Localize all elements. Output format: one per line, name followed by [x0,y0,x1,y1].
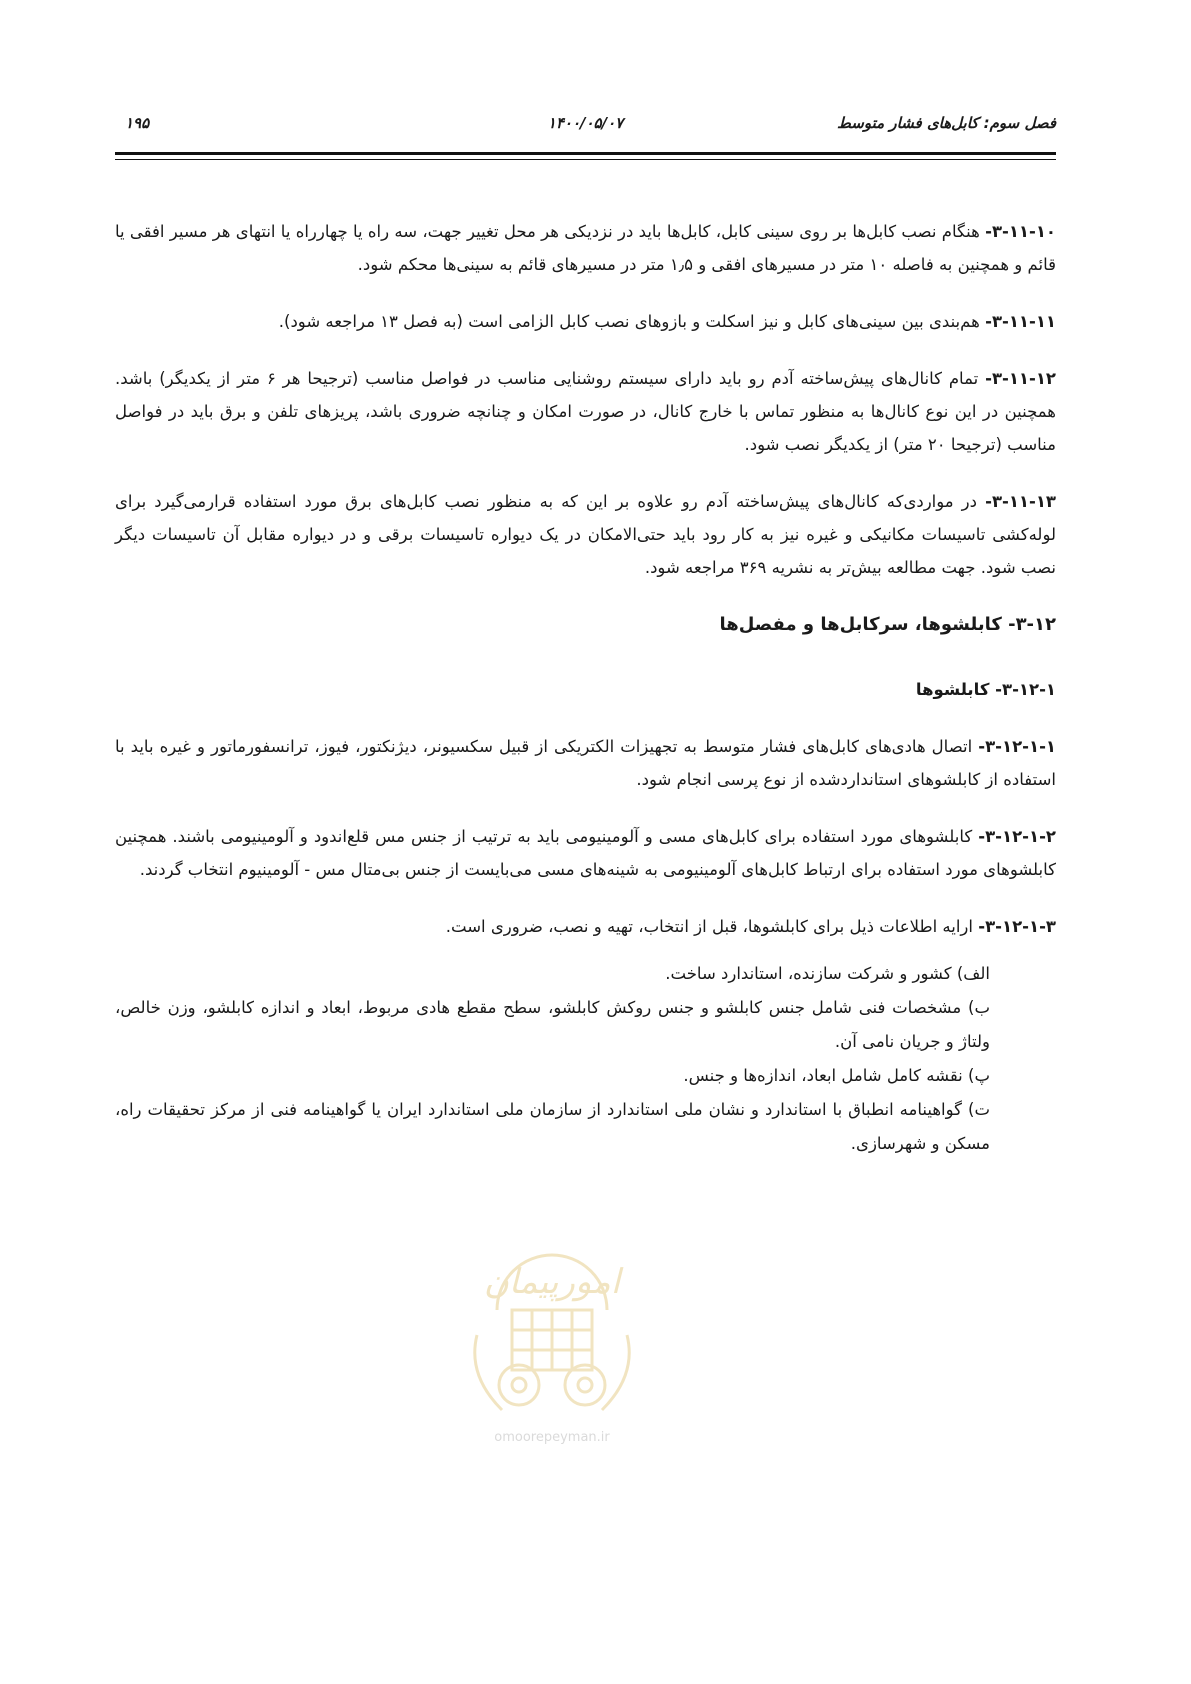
svg-text:امورپیمان: امورپیمان [483,1262,621,1302]
chapter-title: فصل سوم: کابل‌های فشار متوسط [837,114,1056,132]
list-item: الف) کشور و شرکت سازنده، استاندارد ساخت. [665,964,990,983]
requirements-list [115,957,1056,1161]
section-heading: ۳-۱۲- کابلشوها، سرکابل‌ها و مفصل‌ها [719,614,1056,635]
list-item: ت) گواهینامه انطباق با استاندارد و نشان ملی استاندارد از سازمان ملی استاندارد ایران یا گواهینامه فنی از مرکز تحقیقات راه، مسکن و شهرسازی. [115,1100,990,1153]
paragraph-3-12-1-2: ۳-۱۲-۱-۲- کابلشوهای مورد استفاده برای کابل‌های مسی و آلومینیومی باید به ترتیب از جنس مس قلع‌اندود و آلومینیومی باشند. همچنین کابلشوهای مورد استفاده برای ارتباط کابل‌های آلومینیومی به شینه‌های مسی می‌بایست از جنس بی‌متال مس - آلومینیوم انتخاب گردند. [115,827,1056,879]
paragraph-3-12-1-3: ۳-۱۲-۱-۳- ارایه اطلاعات ذیل برای کابلشوها، قبل از انتخاب، تهیه و نصب، ضروری است. [445,917,1056,936]
paragraph-3-11-12: ۳-۱۱-۱۲- تمام کانال‌های پیش‌ساخته آدم رو باید دارای سیستم روشنایی مناسب در فواصل مناسب (ترجیحا هر ۶ متر از یکدیگر) باشد. همچنین در این نوع کانال‌ها به منظور تماس با خارج کانال، در صورت امکان و چنانچه ضروری باشد، پریزهای تلفن و برق باید در فواصل مناسب (ترجیحا ۲۰ متر) از یکدیگر نصب شود. [115,369,1056,454]
header-date: ۱۴۰۰/۰۵/۰۷ [547,114,624,132]
list-item: ب) مشخصات فنی شامل جنس کابلشو و جنس روکش کابلشو، سطح مقطع هادی مربوط، ابعاد و اندازه کابلشو، وزن خالص، ولتاژ و جریان نامی آن. [115,998,990,1051]
paragraph-3-12-1-1: ۳-۱۲-۱-۱- اتصال هادی‌های کابل‌های فشار متوسط به تجهیزات الکتریکی از قبیل سکسیونر، دیژنکتور، فیوز، ترانسفورماتور و غیره باید با استفاده از کابلشوهای استانداردشده از نوع پرسی انجام شود. [115,737,1056,789]
watermark-logo [457,1215,647,1445]
paragraph-3-11-13: ۳-۱۱-۱۳- در مواردی‌که کانال‌های پیش‌ساخته آدم رو علاوه بر این که به منظور نصب کابل‌های برق مورد استفاده قرارمی‌گیرد برای لوله‌کشی تاسیسات مکانیکی و غیره نیز به کار رود باید حتی‌الامکان در یک دیواره تاسیسات برقی و در دیواره مقابل آن تاسیسات دیگر نصب شود. جهت مطالعه بیش‌تر به نشریه ۳۶۹ مراجعه شود. [115,492,1056,577]
list-item: پ) نقشه کامل شامل ابعاد، اندازه‌ها و جنس. [683,1066,990,1085]
header-rule-thin [115,159,1056,160]
paragraph-3-11-10: ۳-۱۱-۱۰- هنگام نصب کابل‌ها بر روی سینی کابل، کابل‌ها باید در نزدیکی هر محل تغییر جهت، سه راه یا چهارراه یا انتهای هر مسیر افقی یا قائم و همچنین به فاصله ۱۰ متر در مسیرهای افقی و ۱٫۵ متر در مسیرهای قائم به سینی‌ها محکم شود. [115,222,1056,274]
subsection-heading: ۳-۱۲-۱- کابلشوها [915,680,1056,699]
header-rule-thick [115,152,1056,155]
gear-seal-icon [457,1215,647,1425]
page-number: ۱۹۵ [125,114,150,132]
document-body [115,215,1056,1161]
paragraph-3-11-11: ۳-۱۱-۱۱- هم‌بندی بین سینی‌های کابل و نیز اسکلت و بازوهای نصب کابل الزامی است (به فصل ۱۳ مراجعه شود). [278,312,1056,331]
watermark-caption: omoorepeyman.ir [494,1430,610,1445]
page-header [115,114,1056,144]
